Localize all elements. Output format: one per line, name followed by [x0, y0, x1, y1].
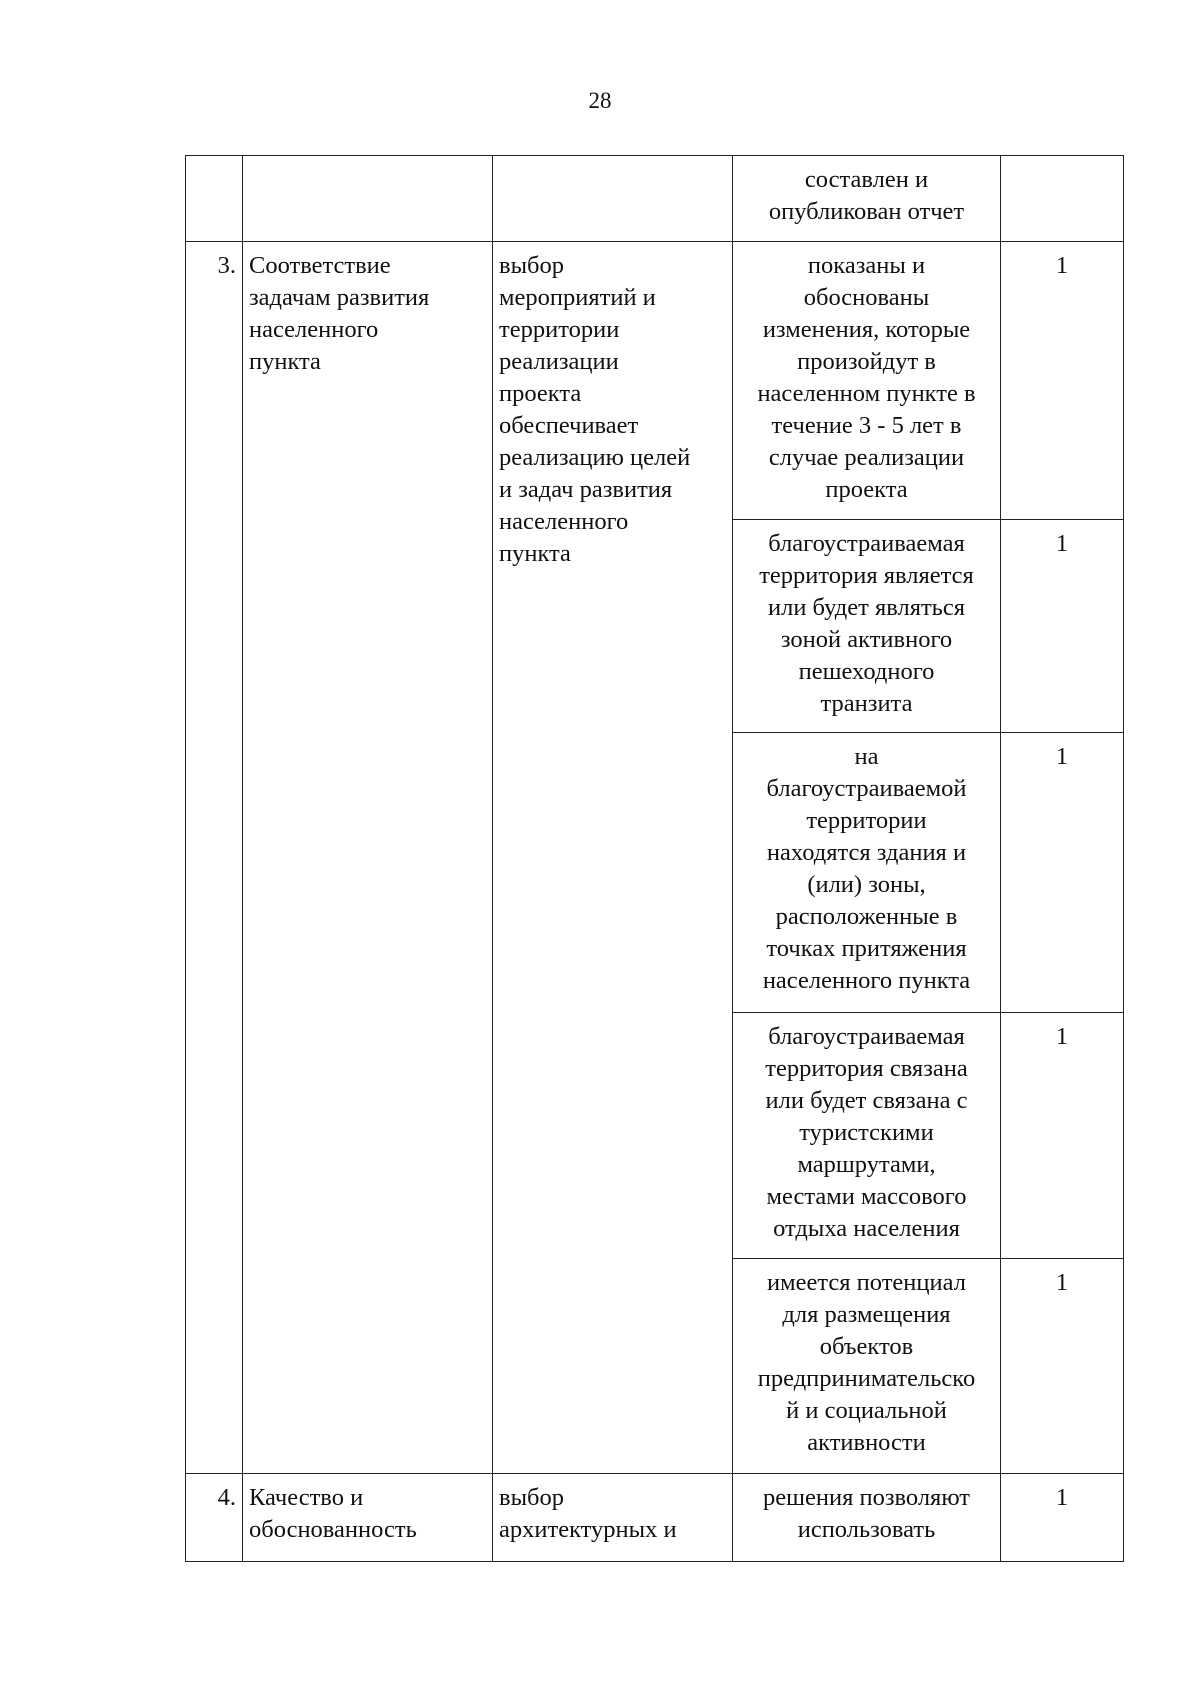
indicator-cell: [493, 156, 733, 242]
row-indicator-3: [493, 242, 733, 1474]
table-row-4: [186, 1474, 1124, 1562]
row-title-text: Качество и обоснованность: [249, 1484, 417, 1543]
criterion-text: благоустраиваемая территория связана или будет связана с туристскими маршрутами, местами массового отдыха населения: [765, 1023, 968, 1242]
points-cell: [1001, 156, 1124, 242]
criterion-cell: [733, 156, 1001, 242]
table-row-continuation: [186, 156, 1124, 242]
row-number-4: [186, 1474, 243, 1562]
row-number-text: 4.: [217, 1484, 236, 1511]
row-title-3: [243, 242, 493, 1474]
criterion-text: показаны и обоснованы изменения, которые произойдут в населенном пункте в течение 3 - 5 лет в случае реализации проекта: [757, 252, 976, 503]
criteria-table: [185, 155, 1124, 1562]
row-indicator-4: [493, 1474, 733, 1562]
points-cell: [1001, 242, 1124, 520]
criterion-text: составлен и опубликован отчет: [768, 166, 965, 225]
points-cell: [1001, 733, 1124, 1013]
row-indicator-text: выбор мероприятий и территории реализации проекта обеспечивает реализацию целей и задач развития населенного пункта: [499, 252, 691, 567]
row-title-text: Соответствие задачам развития населенного пункта: [249, 252, 430, 375]
points-value: 1: [1055, 530, 1069, 557]
points-value: 1: [1055, 743, 1069, 770]
points-cell: [1001, 1259, 1124, 1474]
points-value: 1: [1055, 1023, 1069, 1050]
page-number: 28: [588, 88, 612, 113]
points-cell: [1001, 1474, 1124, 1562]
criterion-text: на благоустраиваемой территории находятся здания и (или) зоны, расположенные в точках притяжения населенного пункта: [762, 743, 971, 994]
criterion-cell: [733, 1259, 1001, 1474]
points-cell: [1001, 1013, 1124, 1259]
points-cell: [1001, 520, 1124, 733]
criterion-text: имеется потенциал для размещения объектов предпринимательско й и социальной активности: [757, 1269, 976, 1456]
criterion-text: решения позволяют использовать: [762, 1484, 971, 1543]
title-cell: [243, 156, 493, 242]
row-indicator-text: выбор архитектурных и: [499, 1484, 677, 1543]
row-title-4: [243, 1474, 493, 1562]
number-cell: [186, 156, 243, 242]
table-row-3: [186, 242, 1124, 520]
row-number-text: 3.: [217, 252, 236, 279]
row-number-3: [186, 242, 243, 1474]
points-value: 1: [1055, 1484, 1069, 1511]
points-value: 1: [1055, 252, 1069, 279]
criterion-text: благоустраиваемая территория является или будет являться зоной активного пешеходного транзита: [759, 530, 974, 717]
criterion-cell: [733, 733, 1001, 1013]
points-value: 1: [1055, 1269, 1069, 1296]
criterion-cell: [733, 520, 1001, 733]
criterion-cell: [733, 1013, 1001, 1259]
criterion-cell: [733, 242, 1001, 520]
criterion-cell: [733, 1474, 1001, 1562]
